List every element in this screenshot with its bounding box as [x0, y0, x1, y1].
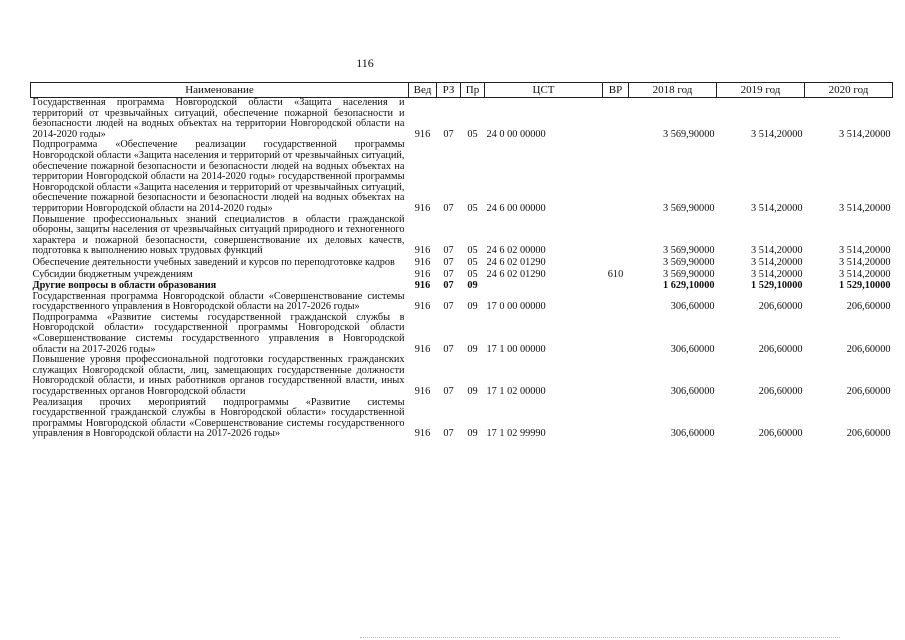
cell-name: Обеспечение деятельности учебных заведений и курсов по переподготовке кадров — [32, 256, 395, 268]
table-row — [31, 280, 893, 292]
cell-y2020: 3 514,20000 — [839, 202, 891, 214]
cell-vr — [603, 355, 629, 397]
cell-y2019: 206,60000 — [758, 386, 803, 398]
cell-y2019: 206,60000 — [758, 343, 803, 355]
table-row — [31, 398, 893, 440]
cell-name: Повышение уровня профессиональной подготовки государственных гражданских служащих Новгородской области, лиц, замещающих государственные должности Новгородской области, и иных работников органов государственной власти, иных государственных органов Новгородской области — [32, 354, 405, 398]
cell-name: Подпрограмма «Развитие системы государственной гражданской службы в Новгородской области» государственной программы Новгородской области «Совершенствование системы государственного управления в Новгородской области на 2017-2026 годы» — [32, 311, 405, 355]
table-body — [31, 98, 893, 441]
cell-y2019: 3 514,20000 — [751, 128, 803, 140]
cell-name: Государственная программа Новгородской области «Совершенствование системы государственного управления в Новгородской области на 2017-2026 годы» — [32, 290, 405, 313]
budget-table — [30, 82, 893, 440]
cell-cst: 24 6 02 01290 — [486, 268, 546, 280]
cell-pr: 09 — [467, 428, 478, 440]
cell-y2018: 306,60000 — [670, 386, 715, 398]
cell-ved: 916 — [414, 301, 431, 313]
page-number: 116 — [356, 56, 374, 70]
header-vr: ВР — [603, 83, 629, 98]
cell-y2018: 306,60000 — [670, 301, 715, 313]
cell-cst: 17 0 00 00000 — [486, 301, 546, 313]
cell-cst: 24 6 00 00000 — [486, 202, 546, 214]
cell-y2018: 3 569,90000 — [663, 268, 715, 280]
cell-y2019: 3 514,20000 — [751, 256, 803, 268]
cell-ved: 916 — [414, 245, 431, 257]
cell-pr: 09 — [467, 343, 478, 355]
cell-rz: 07 — [443, 301, 454, 313]
cell-pr: 05 — [467, 256, 478, 268]
page-bottom-edge — [360, 634, 840, 638]
header-2018: 2018 год — [629, 83, 717, 98]
cell-cst — [485, 280, 603, 292]
cell-y2019: 3 514,20000 — [751, 268, 803, 280]
header-2019: 2019 год — [717, 83, 805, 98]
cell-vr — [603, 398, 629, 440]
cell-y2020: 3 514,20000 — [839, 245, 891, 257]
cell-cst: 17 1 02 99990 — [486, 428, 546, 440]
table-row — [31, 257, 893, 269]
cell-vr — [603, 98, 629, 141]
cell-name: Подпрограмма «Обеспечение реализации государственной программы Новгородской области «Защита населения и территорий от чрезвычайных ситуаций, обеспечение пожарной безопасности и безопасности людей на водных объектах на территории Новгородской области на 2014-2020 годы» государственной программы Новгородской области «Защита населения и территорий от чрезвычайных ситуаций, обеспечение пожарной безопасности и безопасности людей на водных объектах на территории Новгородской области на 2014-2020 годы» — [32, 139, 405, 214]
table-row — [31, 269, 893, 281]
cell-cst: 17 1 00 00000 — [486, 343, 546, 355]
cell-vr — [603, 313, 629, 355]
cell-rz: 07 — [443, 128, 454, 140]
cell-y2020: 206,60000 — [846, 343, 891, 355]
table-row — [31, 292, 893, 313]
cell-vr — [603, 280, 629, 292]
cell-y2020: 1 529,10000 — [839, 280, 891, 292]
cell-y2020: 206,60000 — [846, 428, 891, 440]
cell-cst: 17 1 02 00000 — [486, 386, 546, 398]
cell-pr: 09 — [467, 280, 478, 292]
cell-cst: 24 6 02 01290 — [486, 256, 546, 268]
cell-y2019: 206,60000 — [758, 428, 803, 440]
cell-y2019: 206,60000 — [758, 301, 803, 313]
cell-y2020: 206,60000 — [846, 386, 891, 398]
table-row — [31, 215, 893, 257]
cell-y2018: 306,60000 — [670, 343, 715, 355]
cell-name: Государственная программа Новгородской области «Защита населения и территорий от чрезвычайных ситуаций, обеспечение пожарной безопасности и безопасности людей на водных объектах на территории Новгородской области на 2014-2020 годы» — [32, 97, 405, 140]
table-row — [31, 313, 893, 355]
cell-rz: 07 — [443, 245, 454, 257]
cell-rz: 07 — [443, 428, 454, 440]
cell-pr: 05 — [467, 245, 478, 257]
cell-pr: 09 — [467, 386, 478, 398]
cell-y2018: 306,60000 — [670, 428, 715, 440]
cell-y2018: 1 629,10000 — [663, 280, 715, 292]
cell-rz: 07 — [443, 202, 454, 214]
header-pr: Пр — [461, 83, 485, 98]
cell-vr — [603, 257, 629, 269]
cell-name: Субсидии бюджетным учреждениям — [32, 268, 193, 280]
cell-y2018: 3 569,90000 — [663, 202, 715, 214]
cell-ved: 916 — [414, 386, 431, 398]
cell-ved: 916 — [414, 128, 431, 140]
header-cst: ЦСТ — [485, 83, 603, 98]
header-2020: 2020 год — [805, 83, 893, 98]
header-rz: РЗ — [437, 83, 461, 98]
header-ved: Вед — [409, 83, 437, 98]
cell-rz: 07 — [443, 256, 454, 268]
cell-y2019: 1 529,10000 — [751, 280, 803, 292]
table-row — [31, 355, 893, 397]
cell-name: Другие вопросы в области образования — [32, 280, 217, 292]
cell-ved: 916 — [414, 428, 431, 440]
cell-ved: 916 — [414, 202, 431, 214]
cell-pr: 05 — [467, 202, 478, 214]
table-row — [31, 140, 893, 214]
cell-vr: 610 — [607, 268, 624, 280]
cell-y2020: 206,60000 — [846, 301, 891, 313]
table-header-row — [31, 83, 893, 98]
cell-name: Повышение профессиональных знаний специалистов в области гражданской обороны, защиты населения от чрезвычайных ситуаций природного и техногенного характера и пожарной безопасности, совершенствование их деловых качеств, подготовка к выполнению новых трудовых функций — [32, 213, 405, 257]
header-name: Наименование — [31, 83, 409, 98]
cell-y2018: 3 569,90000 — [663, 245, 715, 257]
cell-cst: 24 6 02 00000 — [486, 245, 546, 257]
cell-ved: 916 — [414, 268, 431, 280]
cell-vr — [603, 140, 629, 214]
cell-y2020: 3 514,20000 — [839, 128, 891, 140]
cell-y2020: 3 514,20000 — [839, 256, 891, 268]
cell-rz: 07 — [443, 280, 454, 292]
cell-vr — [603, 292, 629, 313]
cell-rz: 07 — [443, 343, 454, 355]
cell-pr: 05 — [467, 128, 478, 140]
cell-y2018: 3 569,90000 — [663, 256, 715, 268]
cell-y2018: 3 569,90000 — [663, 128, 715, 140]
cell-cst: 24 0 00 00000 — [486, 128, 546, 140]
cell-y2019: 3 514,20000 — [751, 202, 803, 214]
cell-ved: 916 — [414, 280, 431, 292]
cell-rz: 07 — [443, 268, 454, 280]
cell-pr: 05 — [467, 268, 478, 280]
cell-ved: 916 — [414, 343, 431, 355]
cell-y2019: 3 514,20000 — [751, 245, 803, 257]
cell-name: Реализация прочих мероприятий подпрограммы «Развитие системы государственной гражданской службы в Новгородской области» государственной программы Новгородской области «Совершенствование системы государственного управления в Новгородской области на 2017-2026 годы» — [32, 396, 405, 440]
cell-pr: 09 — [467, 301, 478, 313]
cell-ved: 916 — [414, 256, 431, 268]
cell-rz: 07 — [443, 386, 454, 398]
cell-vr — [603, 215, 629, 257]
table-row — [31, 98, 893, 141]
cell-y2020: 3 514,20000 — [839, 268, 891, 280]
